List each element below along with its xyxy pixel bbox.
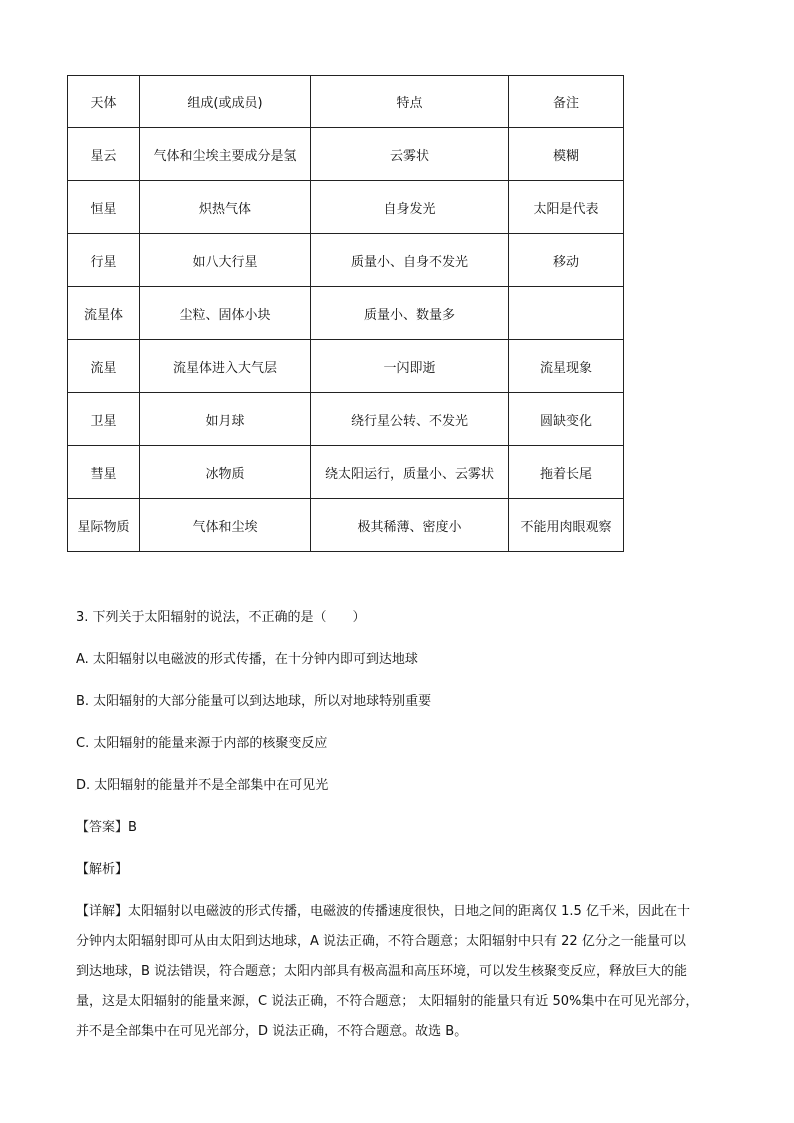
detail-line: 到达地球，B 说法错误，符合题意；太阳内部具有极高温和高压环境，可以发生核聚变反应，释放巨大的能 [76, 964, 688, 979]
header-cell: 特点 [311, 76, 509, 128]
table-cell: 如八大行星 [140, 234, 311, 287]
option-b: B. 太阳辐射的大部分能量可以到达地球，所以对地球特别重要 [76, 694, 432, 709]
table-row [68, 340, 624, 393]
table-row [68, 287, 624, 340]
detail-line: 【详解】太阳辐射以电磁波的形式传播，电磁波的传播速度很快，日地之间的距离仅 1.5 亿千米，因此在十 [76, 904, 690, 919]
table-cell: 流星 [68, 340, 140, 393]
answer-line [76, 816, 137, 835]
table-cell: 星云 [68, 128, 140, 181]
table-cell: 太阳是代表 [509, 181, 624, 234]
table-cell: 质量小、数量多 [311, 287, 509, 340]
option-a: A. 太阳辐射以电磁波的形式传播，在十分钟内即可到达地球 [76, 652, 418, 667]
table-cell: 拖着长尾 [509, 446, 624, 499]
table-cell: 炽热气体 [140, 181, 311, 234]
table-cell: 不能用肉眼观察 [509, 499, 624, 552]
table-cell: 云雾状 [311, 128, 509, 181]
header-cell: 天体 [68, 76, 140, 128]
table-cell: 一闪即逝 [311, 340, 509, 393]
detail-line: 并不是全部集中在可见光部分，D 说法正确，不符合题意。故选 B。 [76, 1024, 468, 1039]
table-cell: 恒星 [68, 181, 140, 234]
detail-line: 量，这是太阳辐射的能量来源，C 说法正确，不符合题意； 太阳辐射的能量只有近 50%集中在可见光部分， [76, 994, 699, 1009]
table-cell: 流星体进入大气层 [140, 340, 311, 393]
detail-line: 分钟内太阳辐射即可从由太阳到达地球，A 说法正确，不符合题意；太阳辐射中只有 22 亿分之一能量可以 [76, 934, 686, 949]
table-cell: 绕行星公转、不发光 [311, 393, 509, 446]
table-cell: 彗星 [68, 446, 140, 499]
table-cell: 极其稀薄、密度小 [311, 499, 509, 552]
table-cell: 行星 [68, 234, 140, 287]
detail-explanation [76, 897, 716, 1047]
table-cell: 冰物质 [140, 446, 311, 499]
table-cell: 星际物质 [68, 499, 140, 552]
answer-label: 【答案】 [76, 820, 129, 835]
table-row [68, 181, 624, 234]
table-cell: 自身发光 [311, 181, 509, 234]
option-c: C. 太阳辐射的能量来源于内部的核聚变反应 [76, 736, 328, 751]
table-cell: 卫星 [68, 393, 140, 446]
table-cell: 流星体 [68, 287, 140, 340]
table-cell: 模糊 [509, 128, 624, 181]
header-cell: 备注 [509, 76, 624, 128]
table-cell: 移动 [509, 234, 624, 287]
table-cell: 气体和尘埃主要成分是氢 [140, 128, 311, 181]
analysis-label: 【解析】 [76, 862, 129, 877]
table-row [68, 446, 624, 499]
table-cell: 气体和尘埃 [140, 499, 311, 552]
table-cell: 尘粒、固体小块 [140, 287, 311, 340]
table-cell: 如月球 [140, 393, 311, 446]
answer-value: B [128, 820, 137, 835]
table-row [68, 128, 624, 181]
question-stem: 3. 下列关于太阳辐射的说法，不正确的是（ ） [76, 610, 366, 625]
celestial-bodies-table [67, 75, 624, 552]
header-cell: 组成(或成员) [140, 76, 311, 128]
table-cell [509, 287, 624, 340]
table-header-row [68, 76, 624, 128]
table-row [68, 393, 624, 446]
table-cell: 流星现象 [509, 340, 624, 393]
table-row [68, 234, 624, 287]
table-cell: 质量小、自身不发光 [311, 234, 509, 287]
table-cell: 圆缺变化 [509, 393, 624, 446]
table-cell: 绕太阳运行，质量小、云雾状 [311, 446, 509, 499]
table-row [68, 499, 624, 552]
option-d: D. 太阳辐射的能量并不是全部集中在可见光 [76, 778, 329, 793]
